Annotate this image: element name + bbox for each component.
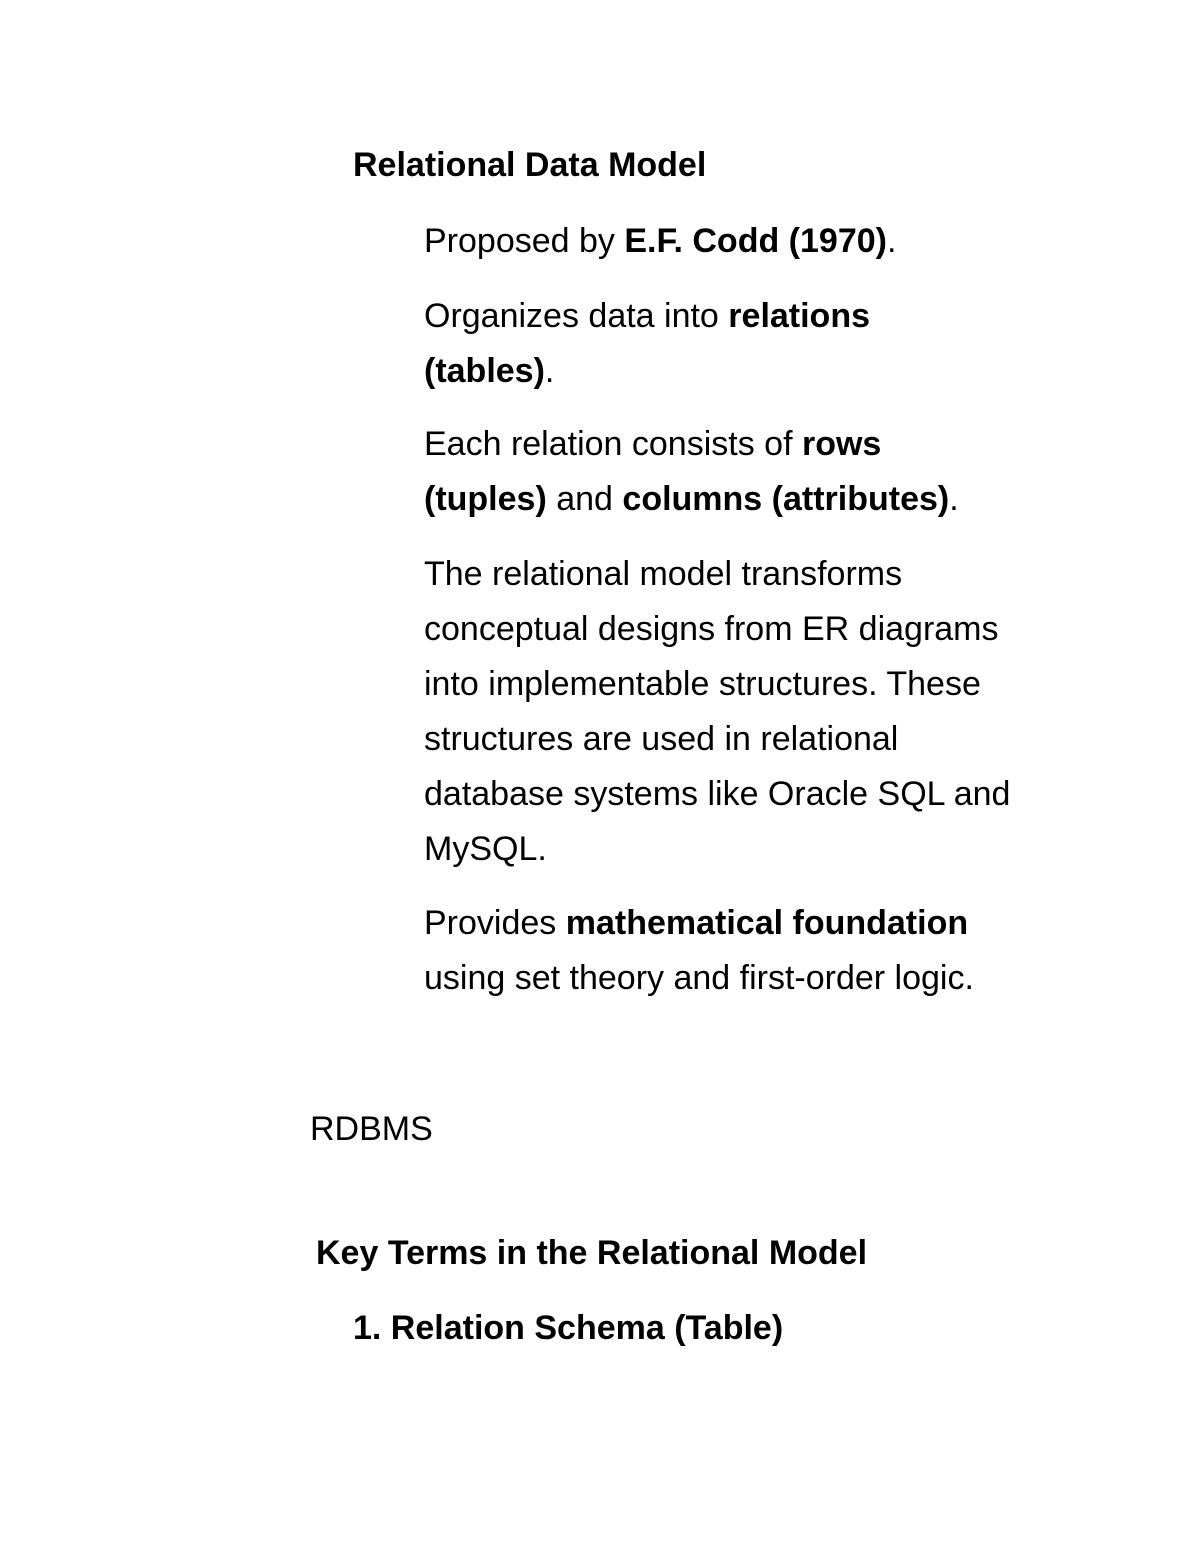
key-terms-heading: Key Terms in the Relational Model (316, 1234, 868, 1272)
bold-run: (tables) (424, 352, 545, 390)
text-run: Each relation consists of (424, 425, 802, 463)
text-run: Organizes data into (424, 297, 729, 335)
paragraph-each-relation (424, 417, 1044, 527)
text-run: using set theory and first-order logic. (424, 959, 974, 997)
list-item-relation-schema: 1. Relation Schema (Table) (353, 1309, 784, 1347)
paragraph-foundation (424, 896, 1044, 1006)
text-run: Proposed by (424, 222, 625, 260)
section-heading: Relational Data Model (353, 146, 707, 184)
paragraph-organizes (424, 289, 1044, 399)
text-run: and (546, 480, 623, 518)
bold-run: relations (728, 297, 871, 335)
text-line: structures are used in relational (424, 720, 899, 758)
text-run: . (886, 222, 897, 260)
bold-run: mathematical foundation (565, 904, 969, 942)
rdbms-label: RDBMS (310, 1110, 433, 1148)
bold-run: rows (801, 425, 882, 463)
text-run: . (544, 352, 555, 390)
text-run: . (949, 480, 959, 518)
bold-run: columns (attributes) (622, 480, 950, 518)
bold-run: (tuples) (424, 480, 547, 518)
text-line: conceptual designs from ER diagrams (424, 610, 999, 648)
text-line: into implementable structures. These (424, 665, 981, 703)
paragraph-proposed-by (424, 214, 1044, 269)
text-line: database systems like Oracle SQL and (424, 775, 1011, 813)
text-line: MySQL. (424, 830, 547, 868)
text-run: Provides (424, 904, 566, 942)
text-line: The relational model transforms (424, 555, 903, 593)
paragraph-transforms (424, 547, 1044, 877)
bold-run: E.F. Codd (1970) (624, 222, 887, 260)
